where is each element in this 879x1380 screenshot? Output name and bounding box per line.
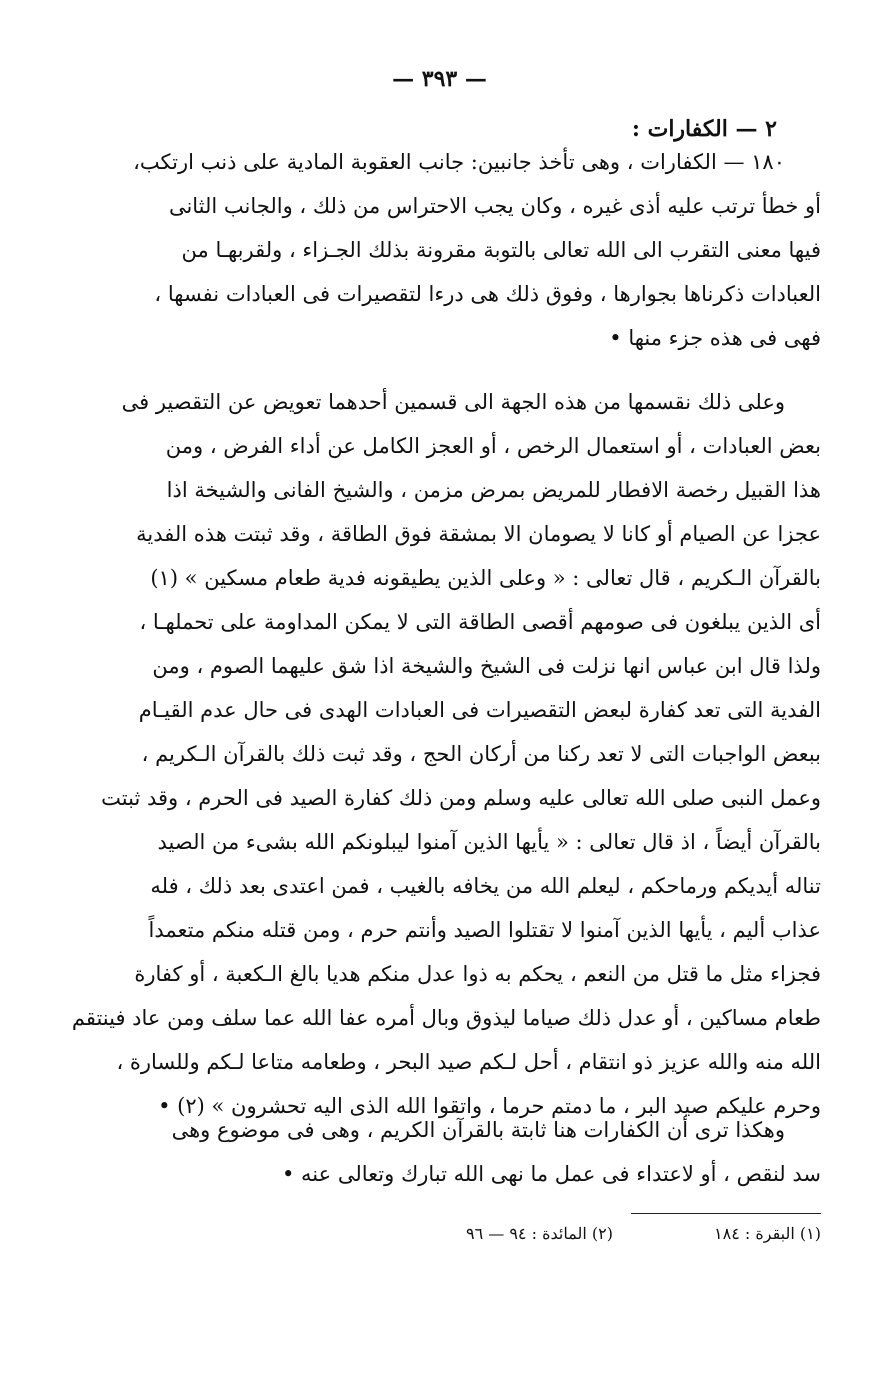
text-line: العبادات ذكرناها بجوارها ، وفوق ذلك هى درءا لتقصيرات فى العبادات نفسها ، (154, 282, 821, 306)
text-line: ١٨٠ — الكفارات ، وهى تأخذ جانبين: جانب العقوبة المادية على ذنب ارتكب، (133, 150, 785, 174)
text-line: فجزاء مثل ما قتل من النعم ، يحكم به ذوا عدل منكم هديا بالغ الـكعبة ، أو كفارة (134, 962, 821, 986)
section-heading: ٢ — الكفارات : (631, 116, 777, 142)
text-line: أو خطأ ترتب عليه أذى غيره ، وكان يجب الاحتراس من ذلك ، والجانب الثانى (168, 194, 821, 218)
text-line: بالقرآن أيضاً ، اذ قال تعالى : « يأيها الذين آمنوا ليبلونكم الله بشىء من الصيد (157, 830, 821, 854)
page-number: — ٣٩٣ — (392, 66, 487, 92)
text-line: وعلى ذلك نقسمها من هذه الجهة الى قسمين أحدهما تعويض عن التقصير فى (121, 390, 785, 414)
text-line: أى الذين يبلغون فى صومهم أقصى الطاقة التى لا يمكن المداومة على تحملهـا ، (139, 610, 821, 634)
text-line: وعمل النبى صلى الله تعالى عليه وسلم ومن ذلك كفارة الصيد فى الحرم ، وقد ثبتت (101, 786, 821, 810)
text-line: سد لنقص ، أو لاعتداء فى عمل ما نهى الله تبارك وتعالى عنه • (281, 1162, 821, 1186)
text-line: الفدية التى تعد كفارة لبعض التقصيرات فى العبادات الهدى فى حال عدم القيـام (138, 698, 821, 722)
text-line: هذا القبيل رخصة الافطار للمريض بمرض مزمن ، والشيخ الفانى والشيخة اذا (166, 478, 821, 502)
text-line: الله منه والله عزيز ذو انتقام ، أحل لـكم صيد البحر ، وطعامه متاعا لـكم وللسارة ، (116, 1050, 821, 1074)
text-line: عذاب أليم ، يأيها الذين آمنوا لا تقتلوا الصيد وأنتم حرم ، ومن قتله منكم متعمداً (148, 918, 821, 942)
paragraph-2 (59, 380, 821, 1128)
text-line: بعض العبادات ، أو استعمال الرخص ، أو العجز الكامل عن أداء الفرض ، ومن (165, 434, 821, 458)
text-line: وحرم عليكم صيد البر ، ما دمتم حرما ، واتقوا الله الذى اليه تحشرون » (٢) • (158, 1094, 821, 1118)
paragraph-1 (59, 140, 821, 360)
footnote-1: (١) البقرة : ١٨٤ (714, 1224, 821, 1243)
text-line: تناله أيديكم ورماحكم ، ليعلم الله من يخافه بالغيب ، فمن اعتدى بعد ذلك ، فله (150, 874, 821, 898)
text-line: طعام مساكين ، أو عدل ذلك صياما ليذوق وبال أمره عفا الله عما سلف ومن عاد فينتقم (71, 1006, 821, 1030)
text-line: ببعض الواجبات التى لا تعد ركنا من أركان الحج ، وقد ثبت ذلك بالقرآن الـكريم ، (141, 742, 821, 766)
paragraph-3 (59, 1108, 821, 1196)
text-line: بالقرآن الـكريم ، قال تعالى : « وعلى الذين يطيقونه فدية طعام مسكين » (١) (150, 566, 821, 590)
text-line: ولذا قال ابن عباس انها نزلت فى الشيخ والشيخة اذا شق عليهما الصوم ، ومن (152, 654, 821, 678)
text-line: عجزا عن الصيام أو كانا لا يصومان الا بمشقة فوق الطاقة ، وقد ثبتت هذه الفدية (136, 522, 821, 546)
text-line: فيها معنى التقرب الى الله تعالى بالتوبة مقرونة بذلك الجـزاء ، ولقربهـا من (181, 238, 821, 262)
footnotes (221, 1224, 821, 1243)
text-line: وهكذا ترى أن الكفارات هنا ثابتة بالقرآن الكريم ، وهى فى موضوع وهى (171, 1118, 785, 1142)
text-line: فهى فى هذه جزء منها • (609, 326, 821, 350)
footnote-2: (٢) المائدة : ٩٤ — ٩٦ (465, 1224, 613, 1243)
footnote-divider (631, 1213, 821, 1214)
